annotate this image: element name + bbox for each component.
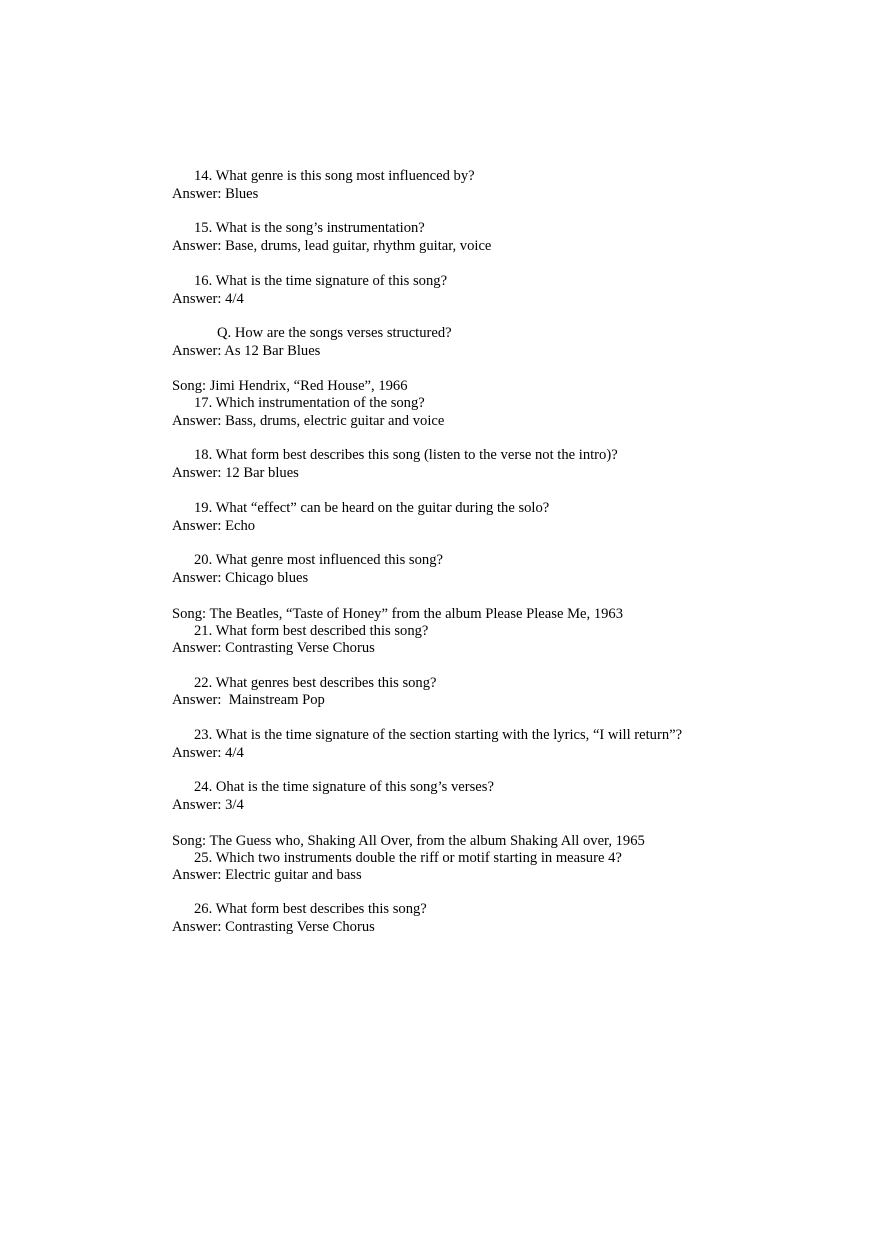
- song-heading-shaking-all-over: Song: The Guess who, Shaking All Over, from the album Shaking All over, 1965: [172, 833, 645, 849]
- question-21: 21. What form best described this song?: [194, 623, 429, 639]
- question-q: Q. How are the songs verses structured?: [217, 325, 452, 341]
- question-17: 17. Which instrumentation of the song?: [194, 395, 425, 411]
- answer-24: Answer: 3/4: [172, 797, 244, 813]
- answer-16: Answer: 4/4: [172, 291, 244, 307]
- answer-14: Answer: Blues: [172, 186, 259, 202]
- answer-23: Answer: 4/4: [172, 745, 244, 761]
- question-16: 16. What is the time signature of this song?: [194, 273, 448, 289]
- answer-20: Answer: Chicago blues: [172, 570, 309, 586]
- answer-19: Answer: Echo: [172, 518, 256, 534]
- question-19: 19. What “effect” can be heard on the guitar during the solo?: [194, 500, 550, 516]
- answer-21: Answer: Contrasting Verse Chorus: [172, 640, 375, 656]
- question-20: 20. What genre most influenced this song?: [194, 552, 443, 568]
- song-heading-taste-of-honey: Song: The Beatles, “Taste of Honey” from the album Please Please Me, 1963: [172, 606, 624, 622]
- question-22: 22. What genres best describes this song?: [194, 675, 437, 691]
- song-heading-red-house: Song: Jimi Hendrix, “Red House”, 1966: [172, 378, 408, 394]
- question-14: 14. What genre is this song most influenced by?: [194, 168, 475, 184]
- answer-18: Answer: 12 Bar blues: [172, 465, 299, 481]
- answer-q: Answer: As 12 Bar Blues: [172, 343, 321, 359]
- question-23: 23. What is the time signature of the section starting with the lyrics, “I will return”?: [194, 727, 683, 743]
- answer-15: Answer: Base, drums, lead guitar, rhythm guitar, voice: [172, 238, 492, 254]
- answer-22: Answer: Mainstream Pop: [172, 692, 325, 708]
- question-26: 26. What form best describes this song?: [194, 901, 427, 917]
- question-25: 25. Which two instruments double the riff or motif starting in measure 4?: [194, 850, 622, 866]
- answer-25: Answer: Electric guitar and bass: [172, 867, 362, 883]
- question-15: 15. What is the song’s instrumentation?: [194, 220, 425, 236]
- question-24: 24. Ohat is the time signature of this song’s verses?: [194, 779, 494, 795]
- answer-26: Answer: Contrasting Verse Chorus: [172, 919, 375, 935]
- answer-17: Answer: Bass, drums, electric guitar and voice: [172, 413, 445, 429]
- question-18: 18. What form best describes this song (listen to the verse not the intro)?: [194, 447, 618, 463]
